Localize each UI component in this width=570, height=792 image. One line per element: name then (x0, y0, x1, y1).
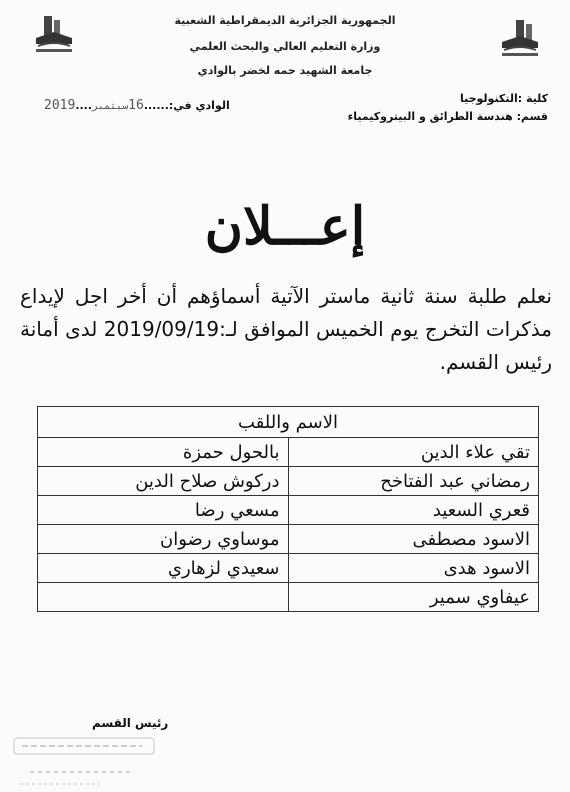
table-row (38, 583, 539, 612)
date-day: 16 (128, 98, 144, 113)
table-cell: رمضاني عبد الفتاخح (288, 467, 539, 496)
table-cell (38, 583, 289, 612)
table-cell: الاسود هدى (288, 554, 539, 583)
table-cell: موساوي رضوان (38, 525, 289, 554)
department-line: قسم: هندسة الطرائق و البيتروكيمياء (347, 110, 548, 123)
table-row (38, 525, 539, 554)
table-cell: تقي علاء الدين (288, 438, 539, 467)
table-cell: قعري السعيد (288, 496, 539, 525)
table-cell: دركوش صلاح الدين (38, 467, 289, 496)
table-header-row (38, 407, 539, 438)
ministry-line: وزارة التعليم العالي والبحث العلمي (189, 40, 381, 53)
university-line: جامعة الشهيد حمه لخضر بالوادي (197, 64, 373, 77)
republic-line: الجمهورية الجزائرية الديمقراطية الشعبية (174, 14, 396, 27)
announcement-body: نعلم طلبة سنة ثانية ماستر الآتية أسماؤهم أن أخر اجل لإيداع مذكرات التخرج يوم الخميس الموافق لـ:2019/09/19 لدى أمانة رئيس القسم. (20, 284, 552, 374)
date-line: الوادي في:......16سبتمبر....2019 (44, 98, 230, 113)
table-row (38, 496, 539, 525)
table-cell: سعيدي لزهاري (38, 554, 289, 583)
announcement-title: إعـــلان (204, 196, 366, 257)
students-table (37, 406, 539, 612)
faculty-line: كلية :التكنولوجيا (459, 92, 548, 105)
table-cell: مسعي رضا (38, 496, 289, 525)
date-year: 2019 (44, 98, 76, 113)
table-cell: عيفاوي سمير (288, 583, 539, 612)
table-row (38, 467, 539, 496)
table-row (38, 438, 539, 467)
date-month: سبتمبر (92, 101, 129, 112)
date-label: الوادي في: (168, 99, 230, 112)
table-cell: الاسود مصطفى (288, 525, 539, 554)
department-stamp (10, 732, 160, 792)
signature-label: رئيس القسم (92, 716, 169, 730)
table-header: الاسم واللقب (38, 407, 539, 438)
table-cell: بالحول حمزة (38, 438, 289, 467)
table-row (38, 554, 539, 583)
